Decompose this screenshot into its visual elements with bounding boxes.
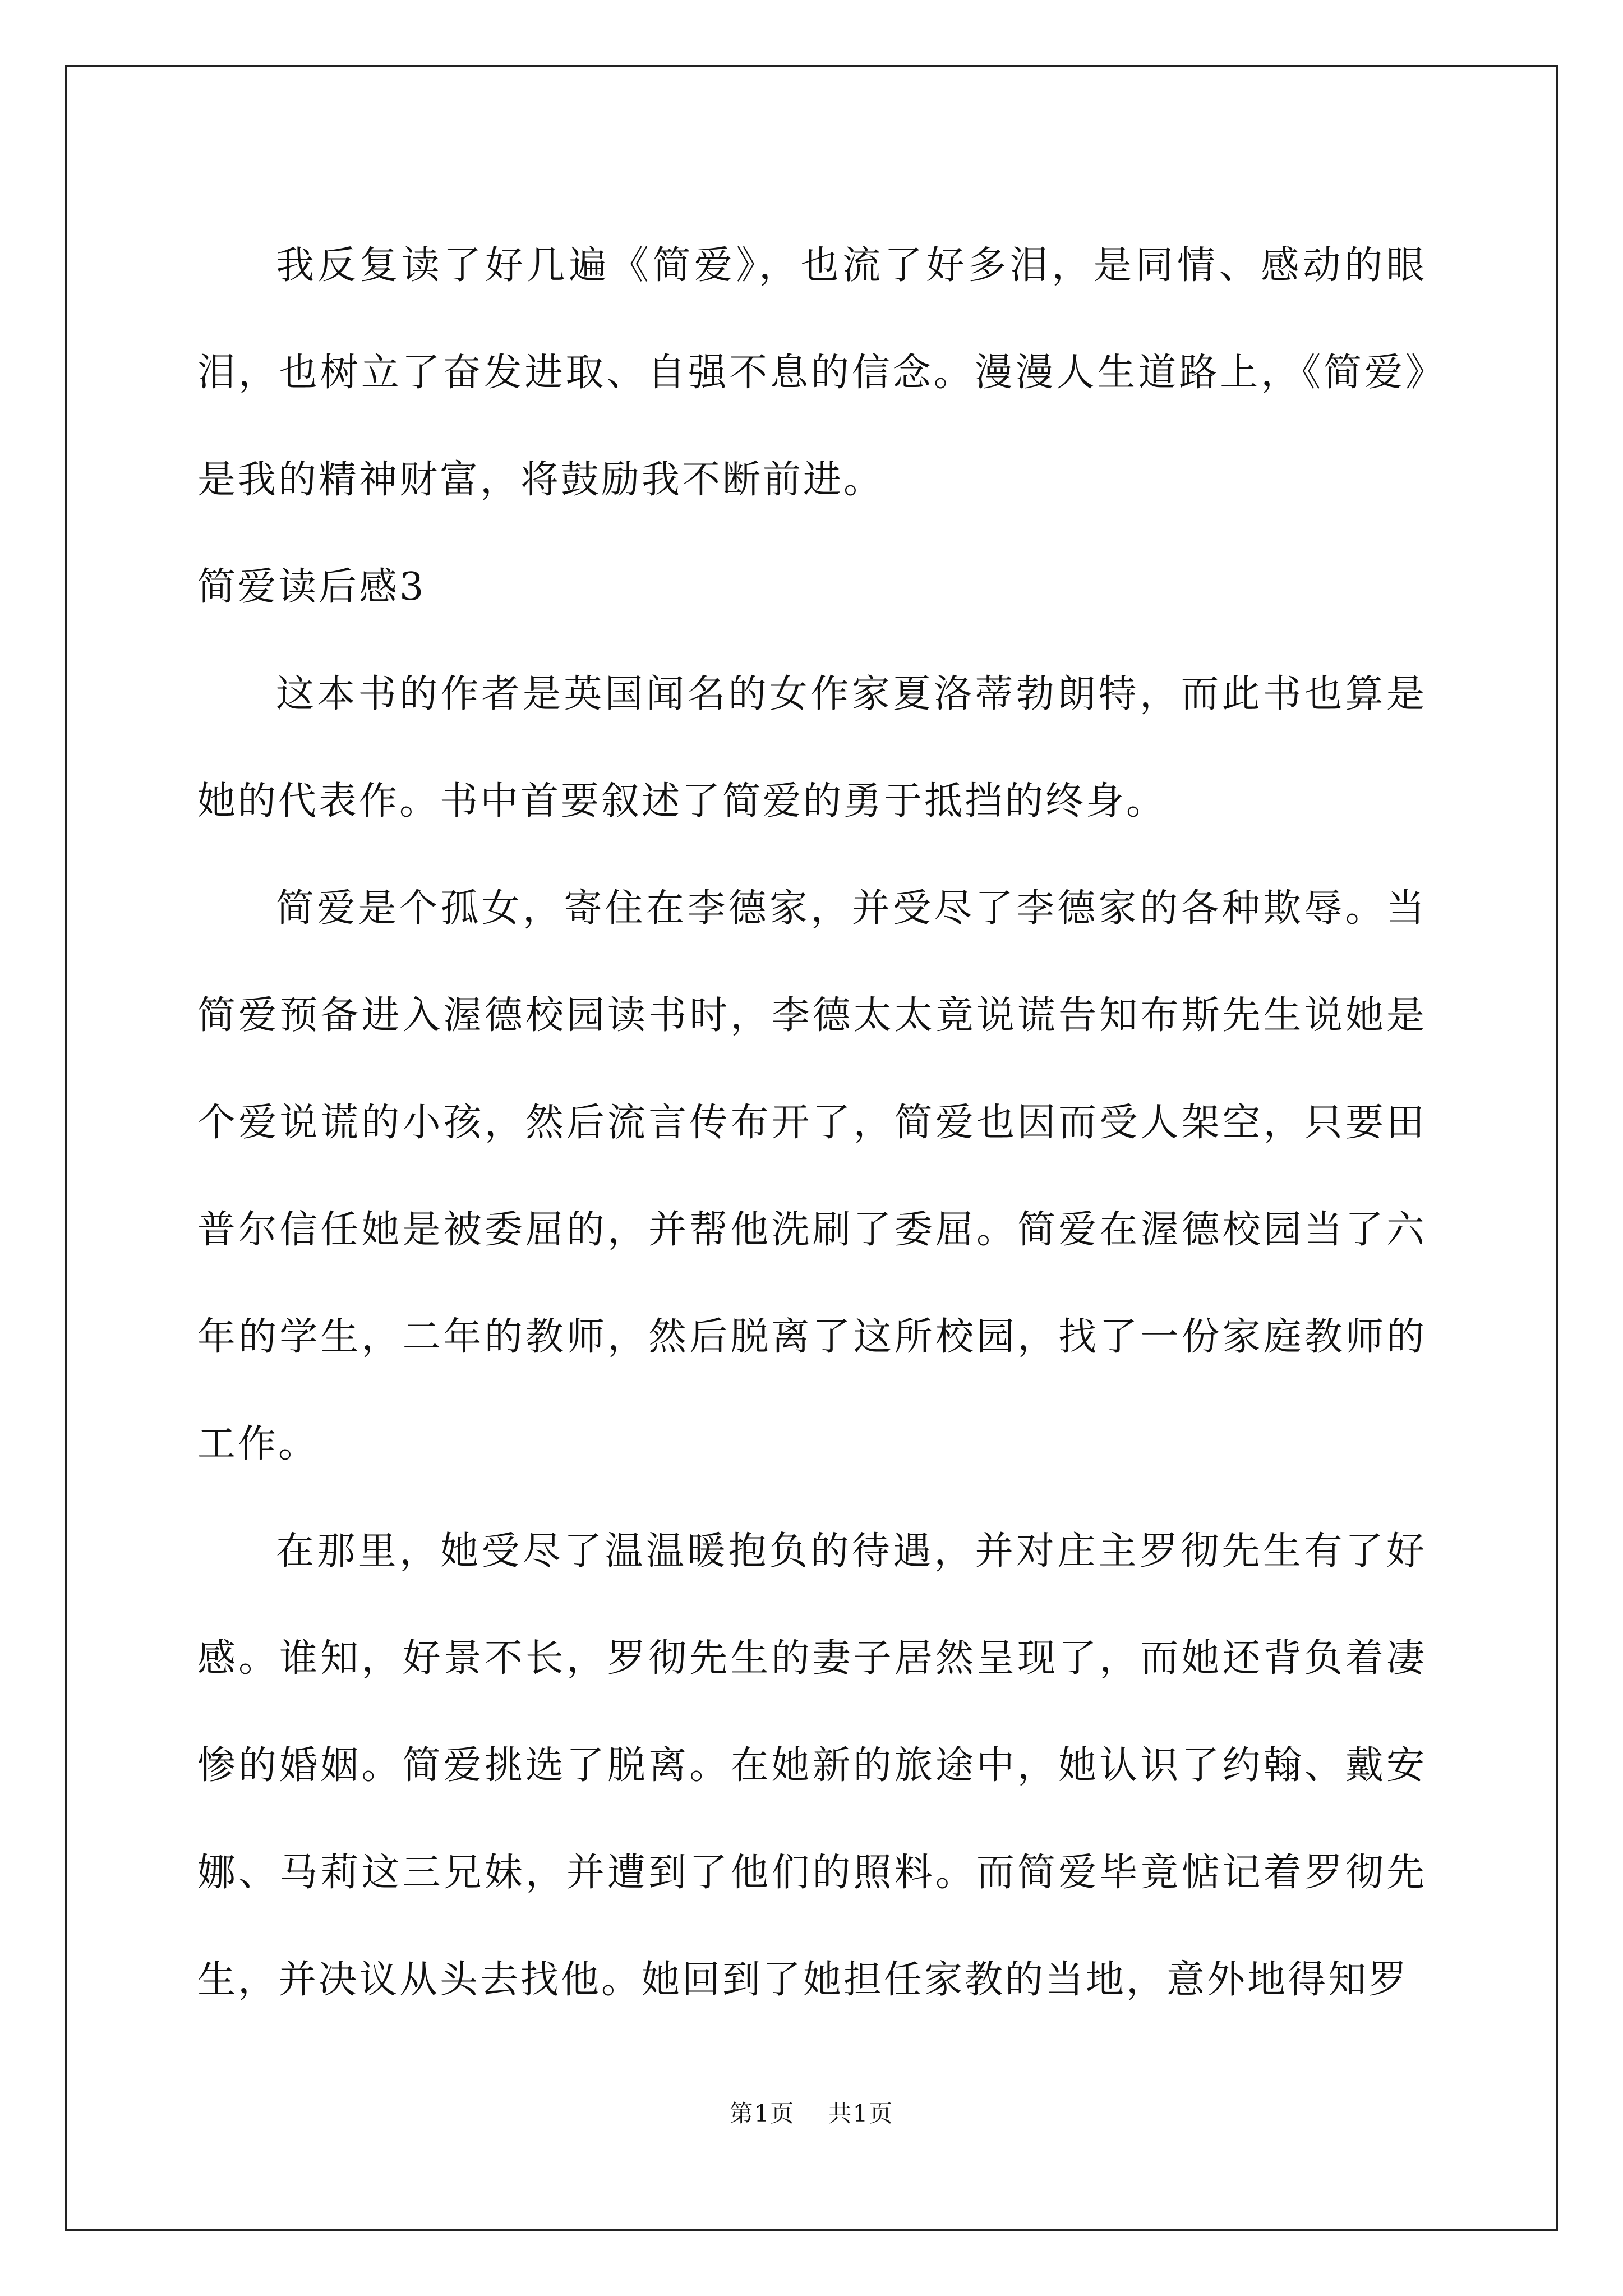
page-footer	[0, 2097, 1623, 2131]
paragraph-1: 我反复读了好几遍《简爱》，也流了好多泪，是同情、感动的眼泪，也树立了奋发进取、自强不息的信念。漫漫人生道路上，《简爱》是我的精神财富，将鼓励我不断前进。	[197, 243, 1427, 502]
paragraph-3: 简爱是个孤女，寄住在李德家，并受尽了李德家的各种欺辱。当简爱预备进入渥德校园读书时，李德太太竟说谎告知布斯先生说她是个爱说谎的小孩，然后流言传布开了，简爱也因而受人架空，只要田普尔信任她是被委屈的，并帮他洗刷了委屈。简爱在渥德校园当了六年的学生，二年的教师，然后脱离了这所校园，找了一份家庭教师的工作。	[197, 886, 1427, 1466]
page-number: 第1页	[729, 2100, 795, 2127]
page-total: 共1页	[828, 2100, 894, 2127]
document-body	[197, 212, 1427, 2033]
paragraph-2: 这本书的作者是英国闻名的女作家夏洛蒂勃朗特，而此书也算是她的代表作。书中首要叙述了简爱的勇于抵挡的终身。	[197, 672, 1427, 823]
paragraph-4: 在那里，她受尽了温温暖抱负的待遇，并对庄主罗彻先生有了好感。谁知，好景不长，罗彻先生的妻子居然呈现了，而她还背负着凄惨的婚姻。简爱挑选了脱离。在她新的旅途中，她认识了约翰、戴安娜、马莉这三兄妹，并遭到了他们的照料。而简爱毕竟惦记着罗彻先生，并决议从头去找他。她回到了她担任家教的当地，意外地得知罗	[197, 1529, 1427, 2002]
section-heading: 简爱读后感3	[197, 565, 426, 609]
